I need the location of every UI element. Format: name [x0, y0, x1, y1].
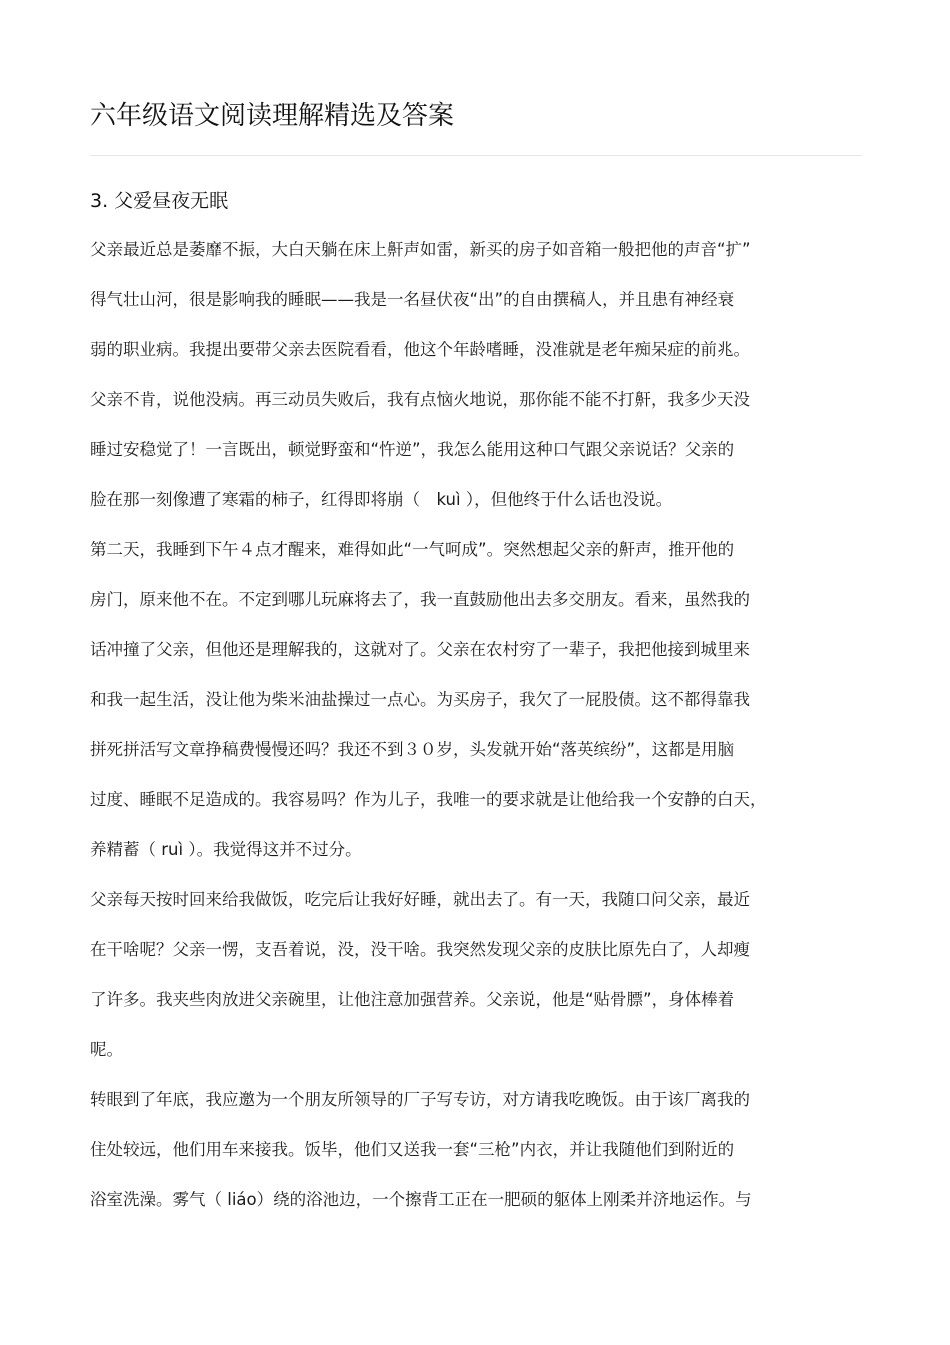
text-line: 第二天，我睡到下午４点才醒来，难得如此“一气呵成”。突然想起父亲的鼾声，推开他的 [90, 540, 735, 559]
page-title: 六年级语文阅读理解精选及答案 [90, 101, 455, 131]
text-line: 父亲每天按时回来给我做饭，吃完后让我好好睡，就出去了。有一天，我随口问父亲，最近 [90, 890, 750, 909]
text-line: 父亲不肯，说他没病。再三动员失败后，我有点恼火地说，那你能不能不打鼾，我多少天没 [90, 390, 750, 409]
text-line: 房门，原来他不在。不定到哪儿玩麻将去了，我一直鼓励他出去多交朋友。看来，虽然我的 [90, 590, 750, 609]
section-heading: 3. 父爱昼夜无眠 [90, 190, 229, 212]
text-line: 住处较远，他们用车来接我。饭毕，他们又送我一套“三枪”内衣，并让我随他们到附近的 [90, 1140, 735, 1159]
article-body [90, 232, 830, 1232]
text-line: 脸在那一刻像遭了寒霜的柿子，红得即将崩（ kuì ），但他终于什么话也没说。 [90, 490, 673, 509]
text-line: 了许多。我夹些肉放进父亲碗里，让他注意加强营养。父亲说，他是“贴骨膘”，身体棒着 [90, 990, 735, 1009]
text-line: 弱的职业病。我提出要带父亲去医院看看，他这个年龄嗜睡，没准就是老年痴呆症的前兆。 [90, 340, 750, 359]
text-line: 呢。 [90, 1040, 123, 1059]
text-line: 父亲最近总是萎靡不振，大白天躺在床上鼾声如雷，新买的房子如音箱一般把他的声音“扩” [90, 240, 751, 259]
text-line: 话冲撞了父亲，但他还是理解我的，这就对了。父亲在农村穷了一辈子，我把他接到城里来 [90, 640, 750, 659]
text-line: 在干啥呢？父亲一愣，支吾着说，没，没干啥。我突然发现父亲的皮肤比原先白了，人却瘦 [90, 940, 750, 959]
text-line: 浴室洗澡。雾气（ liáo）绕的浴池边，一个擦背工正在一肥硕的躯体上刚柔并济地运作。与 [90, 1190, 752, 1209]
text-line: 和我一起生活，没让他为柴米油盐操过一点心。为买房子，我欠了一屁股债。这不都得靠我 [90, 690, 750, 709]
text-line: 养精蓄（ ruì ）。我觉得这并不过分。 [90, 840, 362, 859]
text-line: 转眼到了年底，我应邀为一个朋友所领导的厂子写专访，对方请我吃晚饭。由于该厂离我的 [90, 1090, 750, 1109]
text-line: 睡过安稳觉了！一言既出，顿觉野蛮和“忤逆”，我怎么能用这种口气跟父亲说话？父亲的 [90, 440, 735, 459]
text-line: 过度、睡眠不足造成的。我容易吗？作为儿子，我唯一的要求就是让他给我一个安静的白天， [90, 790, 767, 809]
text-line: 拼死拼活写文章挣稿费慢慢还吗？我还不到３０岁，头发就开始“落英缤纷”，这都是用脑 [90, 740, 735, 759]
text-line: 得气壮山河，很是影响我的睡眠——我是一名昼伏夜“出”的自由撰稿人，并且患有神经衰 [90, 290, 735, 309]
title-divider [90, 155, 862, 156]
